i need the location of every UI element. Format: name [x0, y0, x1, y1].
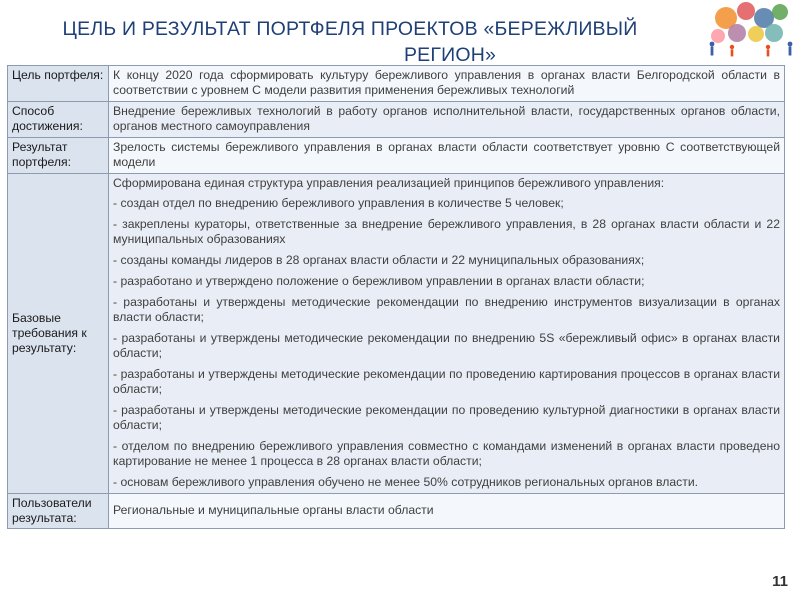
row-label-goal: Цель портфеля: — [8, 66, 109, 102]
requirements-intro: Сформирована единая структура управления реализацией принципов бережливого управления: — [113, 176, 665, 190]
list-item: - разработаны и утверждены методические рекомендации по внедрению 5S «бережливый офис» в органах власти области; — [113, 331, 780, 360]
list-item: - созданы команды лидеров в 28 органах власти области и 22 муниципальных образованиях; — [113, 253, 645, 267]
list-item: - разработаны и утверждены методические рекомендации по внедрению инструментов визуализации в органах власти области; — [113, 295, 780, 324]
row-value-method: Внедрение бережливых технологий в работу органов исполнительной власти, государственных органов области, органов местного самоуправления — [109, 102, 785, 138]
list-item: - создан отдел по внедрению бережливого управления в количестве 5 человек; — [113, 196, 564, 210]
row-label-method: Способ достижения: — [8, 102, 109, 138]
table-row-method — [8, 102, 785, 138]
requirements-list — [113, 196, 780, 490]
row-label-result: Результат портфеля: — [8, 138, 109, 174]
lean-region-logo — [704, 0, 796, 58]
row-label-requirements: Базовые требования к результату: — [8, 174, 109, 494]
table-row-goal — [8, 66, 785, 102]
page-number: 11 — [772, 573, 788, 590]
row-value-users: Региональные и муниципальные органы власти области — [109, 494, 785, 529]
row-label-users: Пользователи результата: — [8, 494, 109, 529]
list-item: - разработаны и утверждены методические рекомендации по проведению картирования процессов в органах власти области; — [113, 367, 780, 396]
page-title — [0, 16, 700, 68]
list-item: - разработано и утверждено положение о бережливом управлении в органах власти области; — [113, 274, 645, 288]
list-item: - закреплены кураторы, ответственные за внедрение бережливого управления, в 28 органах власти области и 22 муниципальных образованиях — [113, 217, 780, 246]
page-title-line2: РЕГИОН» — [403, 44, 497, 66]
table-row-requirements — [8, 174, 785, 494]
table-row-users — [8, 494, 785, 529]
row-value-requirements — [109, 174, 785, 494]
portfolio-table — [7, 65, 785, 529]
page-title-line1: ЦЕЛЬ И РЕЗУЛЬТАТ ПОРТФЕЛЯ ПРОЕКТОВ «БЕРЕЖЛИВЫЙ — [62, 18, 638, 40]
list-item: - основам бережливого управления обучено не менее 50% сотрудников региональных органов власти. — [113, 475, 699, 489]
list-item: - разработаны и утверждены методические рекомендации по проведению культурной диагностики в органах власти области; — [113, 403, 780, 432]
row-value-result: Зрелость системы бережливого управления в органах власти области соответствует уровню С соответствующей модели — [109, 138, 785, 174]
row-value-goal: К концу 2020 года сформировать культуру бережливого управления в органах власти Белгородской области в соответствии с уровнем С модели развития применения бережливых технологий — [109, 66, 785, 102]
table-row-result — [8, 138, 785, 174]
list-item: - отделом по внедрению бережливого управления совместно с командами изменений в органах власти проведено картирование не менее 1 процесса в 28 органах власти области; — [113, 439, 780, 468]
